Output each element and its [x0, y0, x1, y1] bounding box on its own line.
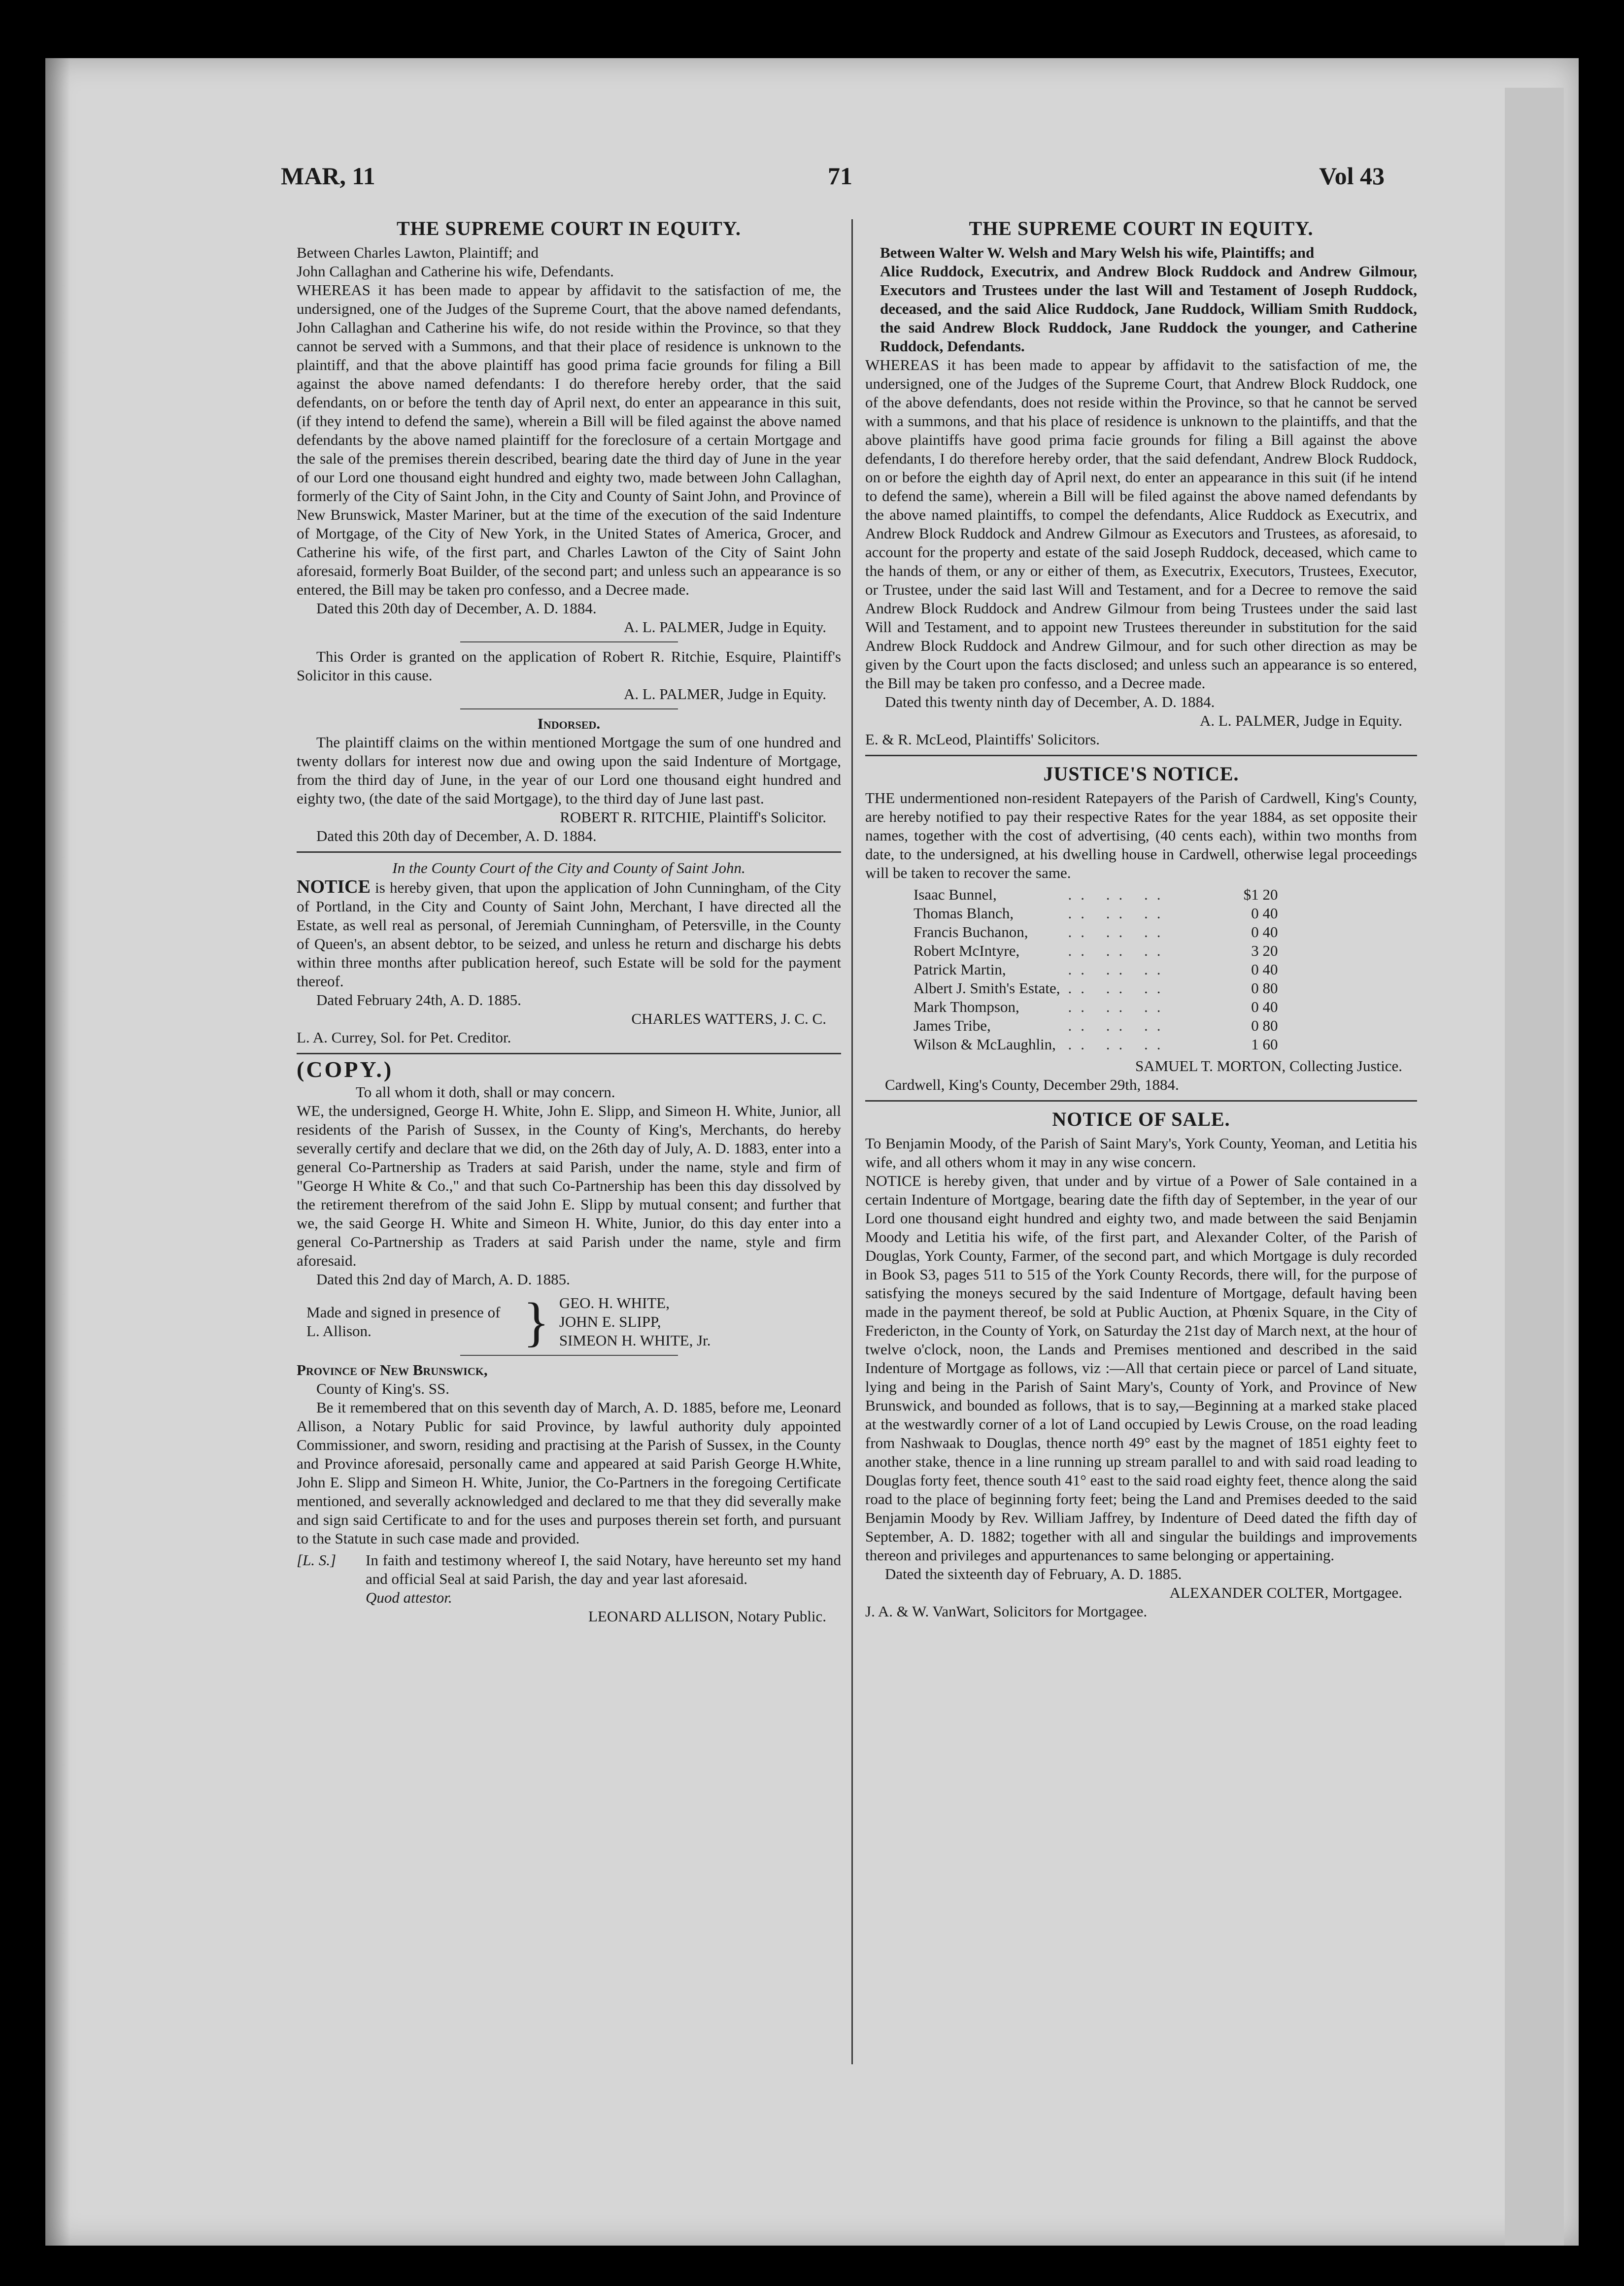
section-rule: [297, 1053, 841, 1054]
ratepayer-name: James Tribe,: [914, 1017, 991, 1034]
dated-line: Dated this 20th day of December, A. D. 1884.: [316, 600, 597, 617]
notice-title: In the County Court of the City and County of Saint John.: [392, 859, 745, 876]
notice-body: is hereby given, that upon the application of John Cunningham, of the City of Portland, in the City and County of Saint John, Merchant, I have directed all the Estate, as well real as personal, of Jeremiah Cunningham, of Petersville, in the County of Queen's, an absent debtor, to be seized, and unless he return and discharge his debts within three months after publication hereof, such Estate will be sold for the payment thereof.: [297, 879, 842, 990]
between-line: Between Walter W. Welsh and Mary Welsh his wife, Plaintiffs; and: [880, 244, 1315, 261]
rule: [460, 1355, 678, 1356]
dated-line: Dated the sixteenth day of February, A. D. 1885.: [885, 1565, 1182, 1582]
ratepayer-name: Isaac Bunnel,: [914, 886, 997, 903]
rate-amount: 3 20: [1251, 942, 1278, 959]
rate-amount: 0 40: [1251, 905, 1278, 922]
copy-title: (COPY.): [297, 1057, 394, 1082]
column-divider: [851, 219, 853, 2064]
claim-text: The plaintiff claims on the within mentioned Mortgage the sum of one hundred and twenty dollars for interest now due and owing upon the said Indenture of Mortgage, from the third day of June, in the year of our Lord one thousand eight hundred and eighty two, (the date of the said Mortgage), to the third day of June last past.: [297, 734, 841, 807]
indorsed-heading: Indorsed.: [537, 715, 601, 732]
notice-title: NOTICE OF SALE.: [1052, 1108, 1230, 1130]
ratepayer-name: Patrick Martin,: [914, 961, 1006, 978]
acknowledgement-text: Be it remembered that on this seventh day of March, A. D. 1885, before me, Leonard Allison, a Notary Public for said Province, by lawful authority duly appointed Commissioner, and sworn, residing and practising at the Parish of Sussex, in the County and Province aforesaid, personally came and appeared at said Parish George H.White, John E. Slipp and Simeon H. White, Junior, the Co-Partners in the foregoing Certificate mentioned, and severally acknowledged and declared to me that they did severally make and sign said Certificate to and for the uses and purposes therein set forth, and pursuant to the Statute in such case made and provided.: [297, 1399, 841, 1547]
ratepayer-row: [910, 923, 1282, 941]
ratepayer-row: [910, 1016, 1282, 1035]
signatory-name: JOHN E. SLIPP,: [559, 1313, 661, 1330]
notary-block: [297, 1551, 841, 1607]
rate-amount: 0 40: [1251, 961, 1278, 978]
volume-number: Vol 43: [1319, 162, 1385, 190]
notice-body: WHEREAS it has been made to appear by affidavit to the satisfaction of me, the undersigned, one of the Judges of the Supreme Court, that Andrew Block Ruddock, one of the above defendants, does not reside within the Province, so that he cannot be served with a summons, and that his place of residence is unknown to the plaintiffs, and that the above plaintiffs have good prima facie grounds for filing a Bill against the above defendants, I do therefore hereby order, that the said defendant, Andrew Block Ruddock, on or before the eighth day of April next, do enter an appearance in this suit (if he intend to defend the same), wherein a Bill will be filed against the above named defendants by the above named plaintiffs, to compel the defendants, Alice Ruddock as Executrix, and Andrew Block Ruddock and Andrew Gilmour as Executors and Trustees, as aforesaid, to account for the property and estate of the said Joseph Ruddock, deceased, which came to the hands of them, or any or either of them, as Executrix, Executors, Trustees, Executor, or Trustee, under the said last Will and Testament, and for a Decree to remove the said Andrew Block Ruddock and Andrew Gilmour from being Trustees under the said last Will and Testament, and to appoint new Trustees thereunder in substitution for the said Andrew Block Ruddock and Andrew Gilmour, and for such other direction as may be given by the Court upon the facts disclosed; and unless such an appearance is so entered, the Bill may be taken pro confesso, and a Decree made.: [865, 356, 1417, 692]
page-number: 71: [828, 162, 852, 190]
right-column: [865, 217, 1417, 1621]
solicitor-line: J. A. & W. VanWart, Solicitors for Mortgagee.: [865, 1603, 1148, 1620]
rate-amount: 0 80: [1251, 979, 1278, 997]
signatory-names: [559, 1294, 711, 1350]
testimony-text: In faith and testimony whereof I, the said Notary, have hereunto set my hand and official Seal at said Parish, the day and year last aforesaid.: [366, 1551, 841, 1587]
ratepayer-name: Wilson & McLaughlin,: [914, 1036, 1056, 1053]
rate-amount: 0 40: [1251, 923, 1278, 941]
leader-dots: .. .. ..: [1068, 886, 1170, 903]
rule: [460, 708, 678, 709]
dated-line: Dated February 24th, A. D. 1885.: [316, 991, 521, 1009]
equity-notice-lawton: [297, 217, 841, 845]
leader-dots: .. .. ..: [1068, 998, 1170, 1015]
notice-body: THE undermentioned non-resident Ratepayers of the Parish of Cardwell, King's County, are hereby notified to pay their respective Rates for the year 1884, as set opposite their names, together with the cost of advertising, (40 cents each), within two months from date, to the undersigned, at his dwelling house in Cardwell, otherwise legal proceedings will be taken to recover the same.: [865, 789, 1417, 881]
notice-body: WHEREAS it has been made to appear by affidavit to the satisfaction of me, the undersigned, one of the Judges of the Supreme Court, that the above named defendants, John Callaghan and Catherine his wife, do not reside within the Province, so that they cannot be served with a Summons, and that their place of residence is unknown to the plaintiff, and that the above plaintiff has good prima facie grounds for filing a Bill against the above named defendants: I do therefore hereby order, that the said defendants, on or before the tenth day of April next, do enter an appearance in this suit, (if they intend to defend the same), wherein a Bill will be filed against the above named defendants by the above named plaintiff for the foreclosure of a certain Mortgage and the sale of the premises therein described, bearing date the third day of June in the year of our Lord one thousand eight hundred and eighty two, made between John Callaghan, formerly of the City of Saint John, in the City and County of Saint John, and Province of New Brunswick, Master Mariner, but at the time of the execution of the said Indenture of Mortgage, of the City of New York, in the United States of America, Grocer, and Catherine his wife, of the first part, and Charles Lawton of the City of Saint John aforesaid, formerly Boat Builder, of the second part; and unless such an appearance is so entered, the Bill may be taken pro confesso, and a Decree made.: [297, 281, 841, 598]
section-rule: [865, 1100, 1417, 1102]
dated-line: Dated this 2nd day of March, A. D. 1885.: [316, 1271, 570, 1288]
justices-notice: [865, 762, 1417, 1094]
dated-line: Dated this 20th day of December, A. D. 1884.: [316, 827, 597, 844]
solicitor-line: L. A. Currey, Sol. for Pet. Creditor.: [297, 1029, 511, 1046]
ratepayer-name: Francis Buchanon,: [914, 923, 1028, 941]
leader-dots: .. .. ..: [1068, 923, 1170, 941]
mortgagee-signature: ALEXANDER COLTER, Mortgagee.: [1169, 1584, 1402, 1601]
ratepayer-row: [910, 941, 1282, 960]
page-header: [281, 157, 1385, 201]
notice-title: JUSTICE'S NOTICE.: [1043, 763, 1239, 785]
leader-dots: .. .. ..: [1068, 1036, 1170, 1053]
province-line: Province of New Brunswick,: [297, 1361, 488, 1378]
ratepayer-row: [910, 885, 1282, 904]
seal-mark: [L. S.]: [297, 1551, 337, 1569]
issue-date: MAR, 11: [281, 162, 375, 190]
ratepayer-name: Thomas Blanch,: [914, 905, 1014, 922]
leader-dots: .. .. ..: [1068, 1017, 1170, 1034]
ratepayer-name: Robert McIntyre,: [914, 942, 1020, 959]
ratepayer-name: Albert J. Smith's Estate,: [914, 979, 1060, 997]
place-date-line: Cardwell, King's County, December 29th, 1884.: [885, 1076, 1179, 1093]
notice-title: THE SUPREME COURT IN EQUITY.: [397, 217, 741, 239]
county-court-notice: [297, 859, 841, 1047]
brace-glyph: }: [523, 1292, 549, 1352]
quod-attestor: Quod attestor.: [366, 1589, 452, 1606]
signatures-block: [306, 1294, 841, 1350]
signatory-name: GEO. H. WHITE,: [559, 1294, 670, 1311]
section-rule: [865, 755, 1417, 756]
solicitor-signature: ROBERT R. RITCHIE, Plaintiff's Solicitor.: [560, 808, 826, 826]
address-line: To Benjamin Moody, of the Parish of Saint Mary's, York County, Yeoman, and Letitia his wife, and all others whom it may in any wise concern.: [865, 1135, 1417, 1171]
notice-lead-word: NOTICE: [297, 876, 371, 897]
equity-notice-welsh: [865, 217, 1417, 749]
dated-line: Dated this twenty ninth day of December, A. D. 1884.: [885, 693, 1215, 710]
judge-signature: A. L. PALMER, Judge in Equity.: [1199, 712, 1402, 729]
signatory-name: SIMEON H. WHITE, Jr.: [559, 1332, 711, 1349]
rate-amount: 0 80: [1251, 1017, 1278, 1034]
ratepayer-name: Mark Thompson,: [914, 998, 1019, 1015]
witness-line: Made and signed in presence of L. Allison.: [306, 1304, 501, 1340]
notice-title: THE SUPREME COURT IN EQUITY.: [969, 217, 1314, 239]
leader-dots: .. .. ..: [1068, 979, 1170, 997]
between-line: John Callaghan and Catherine his wife, Defendants.: [297, 263, 614, 280]
section-rule: [297, 851, 841, 853]
leader-dots: .. .. ..: [1068, 942, 1170, 959]
ratepayer-row: [910, 1035, 1282, 1054]
judge-signature: A. L. PALMER, Judge in Equity.: [623, 618, 826, 636]
county-line: County of King's. SS.: [316, 1380, 449, 1397]
ratepayer-row: [910, 979, 1282, 998]
notice-body: NOTICE is hereby given, that under and by virtue of a Power of Sale contained in a certain Indenture of Mortgage, bearing date the fifth day of September, in the year of our Lord one thousand eight hundred and eighty two, and made between the said Benjamin Moody and Letitia his wife, of the first part, and Alexander Colter, of the Parish of Douglas, York County, Farmer, of the second part, and which Mortgage is duly recorded in Book S3, pages 511 to 515 of the York County Records, there will, for the purpose of satisfying the moneys secured by the said Indenture of Mortgage, default having been made in the payment thereof, be sold at Public Auction, at Phœnix Square, in the City of Fredericton, in the County of York, on Saturday the 21st day of March next, at the hour of twelve o'clock, noon, the Lands and Premises mentioned and described in the said Indenture of Mortgage as follows, viz :—All that certain piece or parcel of Land situate, lying and being in the Parish of Saint Mary's, County of York, and Province of New Brunswick, and bounded as follows, that is to say,—Beginning at a marked stake placed at the westwardly corner of a lot of Land occupied by Lewis Crouse, on the road leading from Nashwaak to Douglas, thence north 49° east by the magnet of 1851 eighty feet to another stake, thence in a line running up stream parallel to and with said road leading to Douglas forty feet, thence south 41° east to the said road eighty feet, thence along the said road to the place of beginning forty feet; being the Land and Premises deeded to the said Benjamin Moody by Rev. William Jaffrey, by Indenture of Deed dated the fifth day of September, A. D. 1882; together with all and singular the buildings and improvements thereon and privileges and appurtenances to same belonging or appertaining.: [865, 1172, 1417, 1564]
leader-dots: .. .. ..: [1068, 961, 1170, 978]
solicitor-line: E. & R. McLeod, Plaintiffs' Solicitors.: [865, 731, 1100, 748]
page-edge: [1505, 88, 1564, 2246]
notary-signature: LEONARD ALLISON, Notary Public.: [588, 1608, 826, 1625]
collector-signature: SAMUEL T. MORTON, Collecting Justice.: [1135, 1057, 1402, 1075]
gutter-shadow: [45, 58, 70, 2246]
defendants-line: Alice Ruddock, Executrix, and Andrew Block Ruddock and Andrew Gilmour, Executors and Trustees under the last Will and Testament of Joseph Ruddock, deceased, and the said Alice Ruddock, Jane Ruddock, William Smith Ruddock, the said Andrew Block Ruddock, Jane Ruddock the younger, and Catherine Ruddock, Defendants.: [880, 263, 1417, 355]
ratepayers-table: [910, 885, 1282, 1054]
leader-dots: .. .. ..: [1068, 905, 1170, 922]
notice-of-sale: [865, 1108, 1417, 1621]
judge-signature: A. L. PALMER, Judge in Equity.: [623, 685, 826, 703]
rate-amount: 1 60: [1251, 1036, 1278, 1053]
between-line: Between Charles Lawton, Plaintiff; and: [297, 244, 539, 261]
ratepayer-row: [910, 904, 1282, 923]
rate-amount: $1 20: [1243, 886, 1278, 903]
notice-body: WE, the undersigned, George H. White, John E. Slipp, and Simeon H. White, Junior, all residents of the Parish of Sussex, in the County of King's, Merchants, do hereby severally certify and declare that we did, on the 26th day of July, A. D. 1883, enter into a general Co-Partnership as Traders at said Parish, under the name, style and firm of "George H White & Co.," and that such Co-Partnership has been this day dissolved by the retirement therefrom of the said John E. Slipp by mutual consent; and further that we, the said George H. White and Simeon H. White, Junior, do this day enter into a general Co-Partnership as Traders at said Parish under the name, style and firm aforesaid.: [297, 1102, 841, 1269]
address-line: To all whom it doth, shall or may concern.: [356, 1083, 615, 1101]
left-column: [297, 217, 841, 1626]
order-text: This Order is granted on the application of Robert R. Ritchie, Esquire, Plaintiff's Solicitor in this cause.: [297, 648, 841, 684]
ratepayer-row: [910, 960, 1282, 979]
rule: [460, 641, 678, 642]
judge-signature: CHARLES WATTERS, J. C. C.: [631, 1010, 826, 1027]
rate-amount: 0 40: [1251, 998, 1278, 1015]
ratepayer-row: [910, 998, 1282, 1016]
copartnership-notice: [297, 1057, 841, 1626]
